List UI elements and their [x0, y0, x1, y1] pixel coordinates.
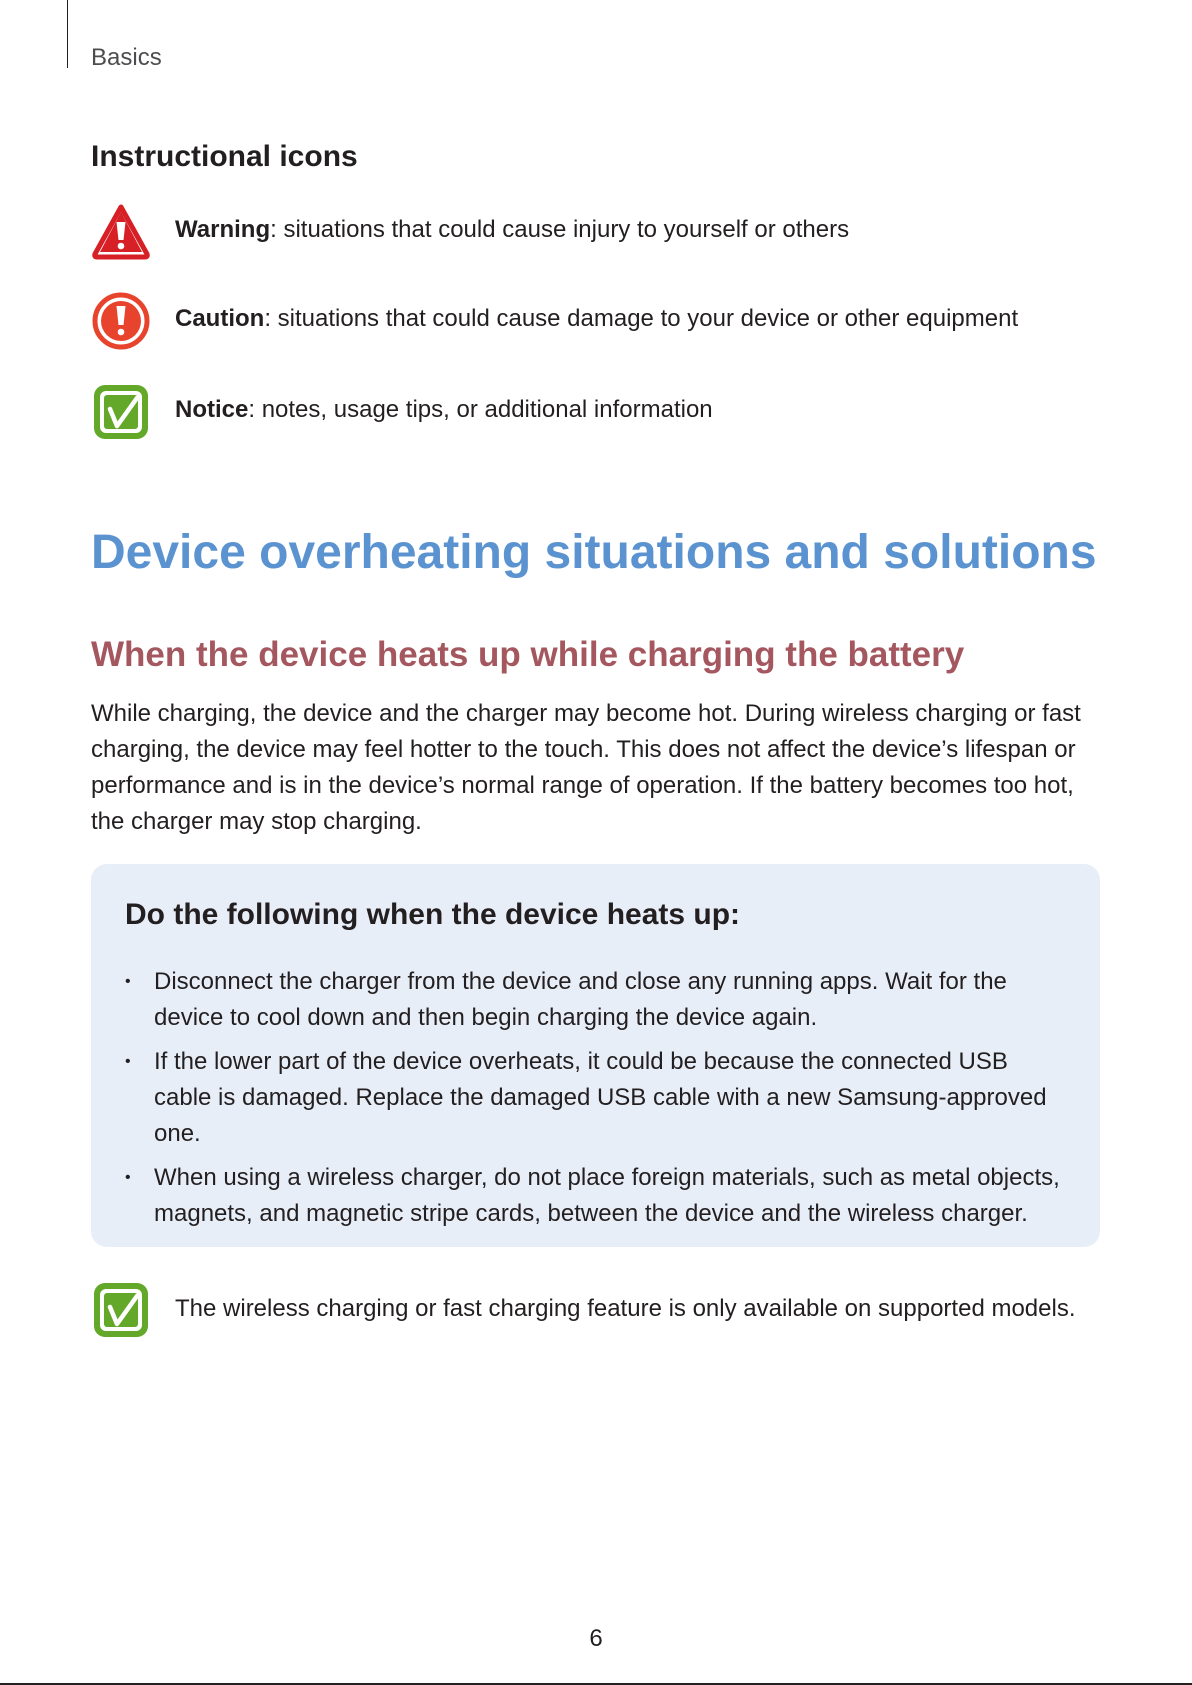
- caution-row: [91, 291, 1111, 351]
- bullet-icon: •: [125, 1053, 131, 1070]
- notice-footnote: [91, 1280, 1111, 1340]
- bullet-icon: •: [125, 973, 131, 990]
- warning-triangle-icon: [91, 202, 151, 262]
- caution-circle-icon: [91, 291, 151, 351]
- caution-description: [175, 305, 1018, 333]
- warning-text: : situations that could cause injury to yourself or others: [270, 216, 850, 243]
- list-item: [125, 1044, 1065, 1152]
- warning-description: [175, 216, 849, 244]
- bullet-icon: •: [125, 1169, 131, 1186]
- warning-term: Warning: [175, 216, 271, 243]
- section-subtitle: When the device heats up while charging the battery: [91, 635, 965, 674]
- notice-description: [175, 396, 713, 424]
- body-paragraph: While charging, the device and the charger may become hot. During wireless charging or fast charging, the device may feel hotter to the touch. This does not affect the device’s lifespan or performance and is in the device’s normal range of operation. If the battery becomes too hot, the charger may stop charging.: [91, 700, 1081, 835]
- notice-note-icon: [91, 382, 151, 442]
- margin-rule: [67, 0, 68, 68]
- running-header: Basics: [91, 44, 162, 71]
- notice-note-icon: [91, 1280, 151, 1340]
- notice-row: [91, 382, 1111, 442]
- warning-row: [91, 202, 1111, 262]
- notice-text: : notes, usage tips, or additional information: [248, 396, 713, 423]
- tip-box: [91, 864, 1100, 1247]
- list-item: [125, 964, 1065, 1036]
- page-number: 6: [589, 1625, 603, 1652]
- notice-term: Notice: [175, 396, 249, 423]
- page-title: Device overheating situations and solutions: [91, 526, 1097, 579]
- list-item-text: Disconnect the charger from the device and close any running apps. Wait for the device to cool down and then begin charging the device again.: [154, 968, 1007, 1031]
- list-item-text: If the lower part of the device overheats, it could be because the connected USB cable is damaged. Replace the damaged USB cable with a new Samsung-approved one.: [154, 1048, 1047, 1147]
- notice-footnote-text: The wireless charging or fast charging feature is only available on supported models.: [175, 1295, 1076, 1322]
- instructional-icons-heading: Instructional icons: [91, 140, 358, 173]
- tip-box-heading: Do the following when the device heats up:: [125, 898, 741, 931]
- caution-term: Caution: [175, 305, 265, 332]
- tip-list: [125, 964, 1065, 1240]
- list-item-text: When using a wireless charger, do not place foreign materials, such as metal objects, magnets, and magnetic stripe cards, between the device and the wireless charger.: [154, 1164, 1060, 1227]
- caution-text: : situations that could cause damage to your device or other equipment: [264, 305, 1019, 332]
- list-item: [125, 1160, 1065, 1232]
